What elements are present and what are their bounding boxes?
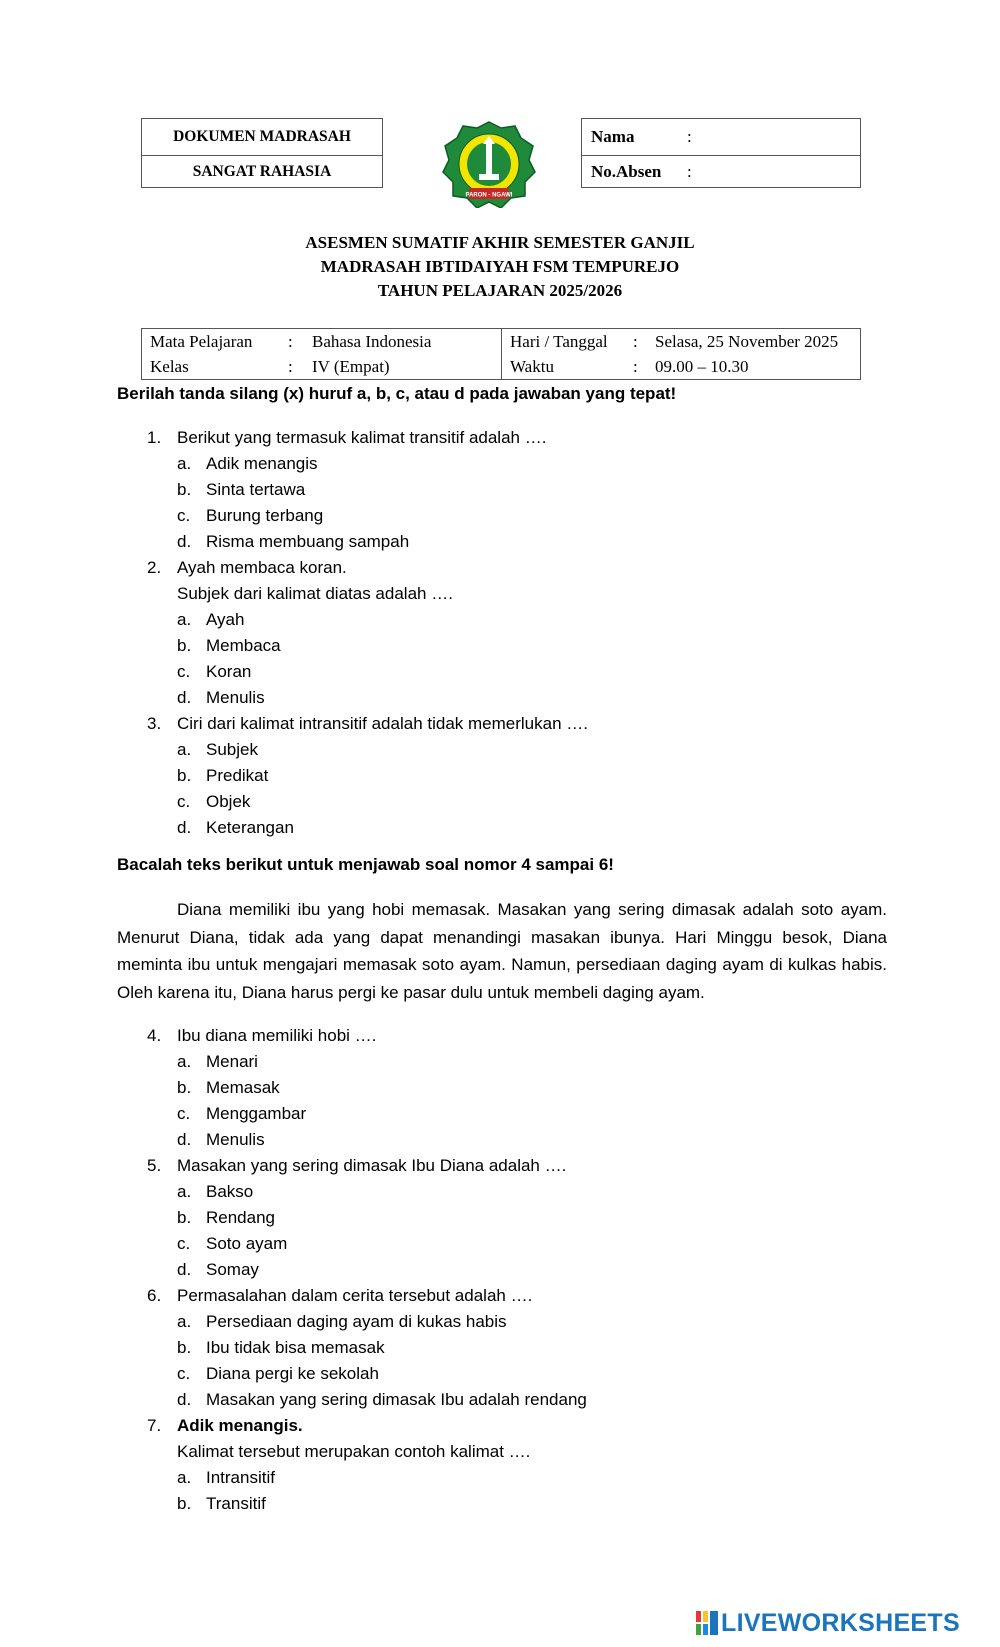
option-letter: b. (177, 1494, 192, 1513)
question-text: Kalimat tersebut merupakan contoh kalimat …. (177, 1442, 531, 1461)
time-colon: : (633, 357, 638, 376)
option-letter: c. (177, 506, 191, 525)
liveworksheets-brand (695, 1608, 960, 1638)
question-text: Masakan yang sering dimasak Ibu Diana adalah …. (177, 1156, 567, 1175)
day-colon: : (633, 332, 638, 351)
exam-info-table (141, 328, 861, 380)
question-number: 1. (147, 428, 162, 447)
question-text: Permasalahan dalam cerita tersebut adalah …. (177, 1286, 533, 1305)
time-value: 09.00 – 10.30 (655, 357, 749, 376)
option-text: Subjek (206, 740, 258, 759)
class-colon: : (288, 357, 293, 376)
option-letter: b. (177, 480, 192, 499)
option-letter: c. (177, 792, 191, 811)
day-value: Selasa, 25 November 2025 (655, 332, 839, 351)
option-letter: a. (177, 740, 192, 759)
question-text: Ayah membaca koran. (177, 558, 347, 577)
question-text: Berikut yang termasuk kalimat transitif adalah …. (177, 428, 547, 447)
document-label: DOKUMEN MADRASAH (173, 128, 351, 145)
option-text: Bakso (206, 1182, 254, 1201)
option-text: Keterangan (206, 818, 294, 837)
class-value: IV (Empat) (312, 357, 390, 376)
option-letter: c. (177, 1104, 191, 1123)
document-label-box (141, 118, 383, 188)
subject-colon: : (288, 332, 293, 351)
question-text: Ciri dari kalimat intransitif adalah tidak memerlukan …. (177, 714, 588, 733)
option-text: Adik menangis (206, 454, 318, 473)
option-letter: a. (177, 1182, 192, 1201)
question-text: Subjek dari kalimat diatas adalah …. (177, 584, 453, 603)
option-text: Somay (206, 1260, 259, 1279)
option-text: Koran (206, 662, 252, 681)
option-text: Menulis (206, 688, 265, 707)
question-text: Ibu diana memiliki hobi …. (177, 1026, 377, 1045)
option-letter: a. (177, 1312, 192, 1331)
option-letter: d. (177, 1130, 192, 1149)
student-info-box (581, 118, 861, 188)
option-text: Menggambar (206, 1104, 307, 1123)
liveworksheets-wordmark: LIVEWORKSHEETS (721, 1608, 960, 1637)
exam-info-right (502, 329, 860, 379)
question-number: 3. (147, 714, 162, 733)
option-letter: d. (177, 818, 192, 837)
year-title: TAHUN PELAJARAN 2025/2026 (377, 281, 623, 300)
logo-caption: PARON - NGAWI (465, 192, 513, 199)
exam-title: ASESMEN SUMATIF AKHIR SEMESTER GANJIL (305, 233, 695, 252)
option-text: Burung terbang (206, 506, 324, 525)
option-letter: a. (177, 1052, 192, 1071)
option-letter: b. (177, 766, 192, 785)
option-text: Transitif (206, 1494, 266, 1513)
option-text: Ibu tidak bisa memasak (206, 1338, 385, 1357)
confidential-label: SANGAT RAHASIA (142, 155, 382, 187)
option-letter: a. (177, 1468, 192, 1487)
exam-info-left (142, 329, 502, 379)
reading-passage: Diana memiliki ibu yang hobi memasak. Masakan yang sering dimasak adalah soto ayam. Menurut Diana, tidak ada yang dapat menandingi masakan ibunya. Hari Minggu besok, Diana meminta ibu untuk mengajari memasak soto ayam. Namun, persediaan daging ayam di kulkas habis. Oleh karena itu, Diana harus pergi ke pasar dulu untuk membeli daging ayam. (117, 900, 887, 1002)
option-text: Predikat (206, 766, 269, 785)
option-letter: d. (177, 688, 192, 707)
absen-row[interactable] (582, 155, 860, 187)
option-letter: d. (177, 1390, 192, 1409)
option-text: Memasak (206, 1078, 280, 1097)
absen-colon: : (687, 161, 692, 181)
question-number: 5. (147, 1156, 162, 1175)
option-letter: c. (177, 662, 191, 681)
option-letter: c. (177, 1234, 191, 1253)
option-text: Diana pergi ke sekolah (206, 1364, 379, 1383)
option-text: Membaca (206, 636, 281, 655)
class-label: Kelas (150, 357, 189, 376)
subject-value: Bahasa Indonesia (312, 332, 432, 351)
instruction-choose: Berilah tanda silang (x) huruf a, b, c, atau d pada jawaban yang tepat! (117, 384, 677, 403)
option-letter: a. (177, 610, 192, 629)
question-number: 2. (147, 558, 162, 577)
name-label: Nama (591, 127, 635, 146)
day-label: Hari / Tanggal (510, 332, 608, 351)
time-label: Waktu (510, 357, 554, 376)
madrasah-logo (441, 120, 537, 208)
option-letter: d. (177, 532, 192, 551)
question-text: Adik menangis. (177, 1416, 303, 1435)
option-text: Sinta tertawa (206, 480, 306, 499)
absen-label: No.Absen (591, 161, 662, 181)
school-title: MADRASAH IBTIDAIYAH FSM TEMPUREJO (320, 257, 680, 276)
option-text: Intransitif (206, 1468, 275, 1487)
option-letter: b. (177, 1338, 192, 1357)
option-letter: a. (177, 454, 192, 473)
option-letter: c. (177, 1364, 191, 1383)
question-number: 6. (147, 1286, 162, 1305)
option-text: Menari (206, 1052, 258, 1071)
option-letter: b. (177, 636, 192, 655)
liveworksheets-icon (695, 1609, 721, 1637)
option-text: Objek (206, 792, 251, 811)
name-colon: : (687, 127, 692, 146)
option-text: Masakan yang sering dimasak Ibu adalah rendang (206, 1390, 587, 1409)
option-text: Ayah (206, 610, 245, 629)
subject-label: Mata Pelajaran (150, 332, 253, 351)
name-row[interactable] (582, 119, 860, 155)
question-number: 7. (147, 1416, 162, 1435)
option-letter: b. (177, 1078, 192, 1097)
option-text: Persediaan daging ayam di kukas habis (206, 1312, 507, 1331)
instruction-read: Bacalah teks berikut untuk menjawab soal nomor 4 sampai 6! (117, 855, 614, 874)
question-number: 4. (147, 1026, 162, 1045)
option-text: Risma membuang sampah (206, 532, 410, 551)
option-text: Rendang (206, 1208, 276, 1227)
option-text: Menulis (206, 1130, 265, 1149)
option-letter: b. (177, 1208, 192, 1227)
option-text: Soto ayam (206, 1234, 288, 1253)
option-letter: d. (177, 1260, 192, 1279)
